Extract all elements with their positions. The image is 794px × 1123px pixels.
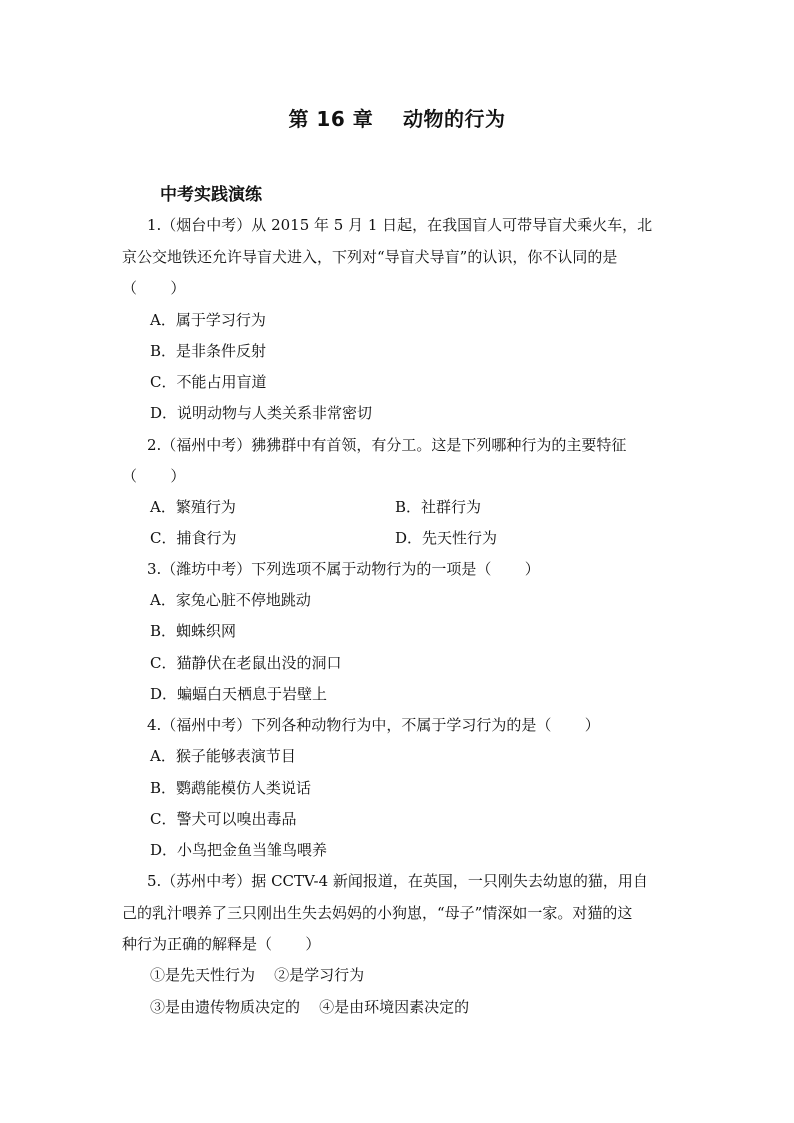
question-3-option-c: C．猫静伏在老鼠出没的洞口 bbox=[150, 654, 342, 672]
question-1-text-continued: 京公交地铁还允许导盲犬进入，下列对“导盲犬导盲”的认识，你不认同的是 bbox=[122, 248, 618, 266]
question-3-text: 3.（潍坊中考）下列选项不属于动物行为的一项是（ ） bbox=[147, 560, 540, 578]
question-4-text: 4.（福州中考）下列各种动物行为中，不属于学习行为的是（ ） bbox=[147, 716, 600, 734]
question-3-option-d: D．蝙蝠白天栖息于岩壁上 bbox=[150, 685, 328, 703]
question-1-text: 1.（烟台中考）从 2015 年 5 月 1 日起，在我国盲人可带导盲犬乘火车，北 bbox=[147, 216, 653, 234]
question-1-option-a: A．属于学习行为 bbox=[150, 311, 266, 329]
question-2-option-a: A．繁殖行为 bbox=[150, 498, 236, 516]
question-2-option-b: B．社群行为 bbox=[395, 498, 482, 516]
question-2-option-d: D．先天性行为 bbox=[395, 529, 498, 547]
question-4-option-c: C．警犬可以嗅出毒品 bbox=[150, 810, 297, 828]
question-5-statements-3-4: ③是由遗传物质决定的 ④是由环境因素决定的 bbox=[150, 998, 470, 1016]
question-4-option-b: B．鹦鹉能模仿人类说话 bbox=[150, 779, 312, 797]
question-3-option-a: A．家兔心脏不停地跳动 bbox=[150, 591, 311, 609]
section-heading: 中考实践演练 bbox=[160, 185, 262, 205]
question-5-statements-1-2: ①是先天性行为 ②是学习行为 bbox=[150, 966, 365, 984]
question-5-text-continued: 己的乳汁喂养了三只刚出生失去妈妈的小狗崽，“母子”情深如一家。对猫的这 bbox=[122, 904, 633, 922]
question-1-option-b: B．是非条件反射 bbox=[150, 342, 267, 360]
question-3-option-b: B．蜘蛛织网 bbox=[150, 622, 237, 640]
question-5-text: 5.（苏州中考）据 CCTV-4 新闻报道，在英国，一只刚失去幼崽的猫，用自 bbox=[147, 872, 648, 890]
question-5-text-end: 种行为正确的解释是（ ） bbox=[122, 935, 321, 953]
chapter-title: 第 16 章 动物的行为 bbox=[288, 107, 506, 131]
question-2-text: 2.（福州中考）狒狒群中有首领，有分工。这是下列哪种行为的主要特征 bbox=[147, 436, 627, 454]
question-1-option-c: C．不能占用盲道 bbox=[150, 373, 267, 391]
question-2-answer-bracket: （ ） bbox=[122, 467, 186, 485]
question-1-answer-bracket: （ ） bbox=[122, 279, 186, 297]
question-4-option-d: D．小鸟把金鱼当雏鸟喂养 bbox=[150, 841, 328, 859]
question-4-option-a: A．猴子能够表演节目 bbox=[150, 747, 296, 765]
question-2-option-c: C．捕食行为 bbox=[150, 529, 237, 547]
question-1-option-d: D．说明动物与人类关系非常密切 bbox=[150, 404, 373, 422]
